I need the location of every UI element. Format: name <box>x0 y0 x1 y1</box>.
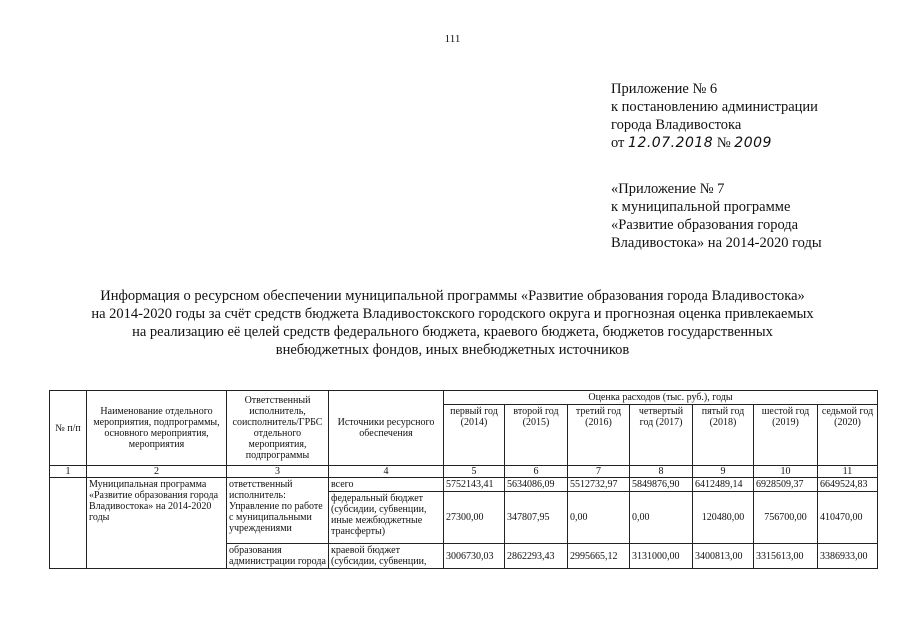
title-line1: Информация о ресурсном обеспечении муниципальной программы «Развитие образования города Владивостока» <box>100 288 805 304</box>
value-cell: 3386933,00 <box>818 544 878 569</box>
header-year: шестой год (2019) <box>754 405 818 466</box>
value-cell: 2995665,12 <box>568 544 630 569</box>
appendix-6-date-line <box>611 134 818 152</box>
column-number: 4 <box>329 466 444 478</box>
resource-table <box>49 390 878 569</box>
value-cell: 3006730,03 <box>444 544 505 569</box>
header-year: седьмой год (2020) <box>818 405 878 466</box>
appendix-7-line2: к муниципальной программе <box>611 199 791 215</box>
value-cell: 27300,00 <box>444 492 505 544</box>
column-number: 2 <box>87 466 227 478</box>
value-cell: 3131000,00 <box>630 544 693 569</box>
header-num: № п/п <box>50 391 87 466</box>
header-year: четвертый год (2017) <box>630 405 693 466</box>
header-year: второй год (2015) <box>505 405 568 466</box>
handwritten-number: 2009 <box>734 135 772 151</box>
source-cell: федеральный бюджет (субсидии, субвенции, иные межбюджетные трансферты) <box>329 492 444 544</box>
header-responsible: Ответственный исполнитель, соисполнитель/ГРБС отдельного мероприятия, подпрограммы <box>227 391 329 466</box>
value-cell: 0,00 <box>568 492 630 544</box>
column-number: 7 <box>568 466 630 478</box>
value-cell: 3400813,00 <box>693 544 754 569</box>
appendix-6-line3: города Владивостока <box>611 117 742 133</box>
page-number: 111 <box>444 33 461 45</box>
value-cell: 6649524,83 <box>818 478 878 492</box>
value-cell: 0,00 <box>630 492 693 544</box>
value-cell: 2862293,43 <box>505 544 568 569</box>
column-number: 9 <box>693 466 754 478</box>
program-name-cell: Муниципальная программа «Развитие образования города Владивостока» на 2014-2020 годы <box>87 478 227 569</box>
title-line2: на 2014-2020 годы за счёт средств бюджета Владивостокского городского округа и прогнозная оценка привлекаемых <box>91 306 814 322</box>
value-cell: 5849876,90 <box>630 478 693 492</box>
table-row <box>50 478 878 492</box>
column-number: 10 <box>754 466 818 478</box>
header-estimate: Оценка расходов (тыс. руб.), годы <box>444 391 878 405</box>
responsible-cell-part1: ответственный исполнитель: Управление по работе с муниципальными учреждениями <box>227 478 329 544</box>
header-sources: Источники ресурсного обеспечения <box>329 391 444 466</box>
header-year: пятый год (2018) <box>693 405 754 466</box>
value-cell: 6928509,37 <box>754 478 818 492</box>
handwritten-date: 12.07.2018 <box>628 135 714 151</box>
column-number: 1 <box>50 466 87 478</box>
value-cell: 5634086,09 <box>505 478 568 492</box>
date-prefix: от <box>611 135 625 151</box>
column-number: 5 <box>444 466 505 478</box>
column-number: 8 <box>630 466 693 478</box>
appendix-6-block <box>611 80 818 152</box>
column-number: 11 <box>818 466 878 478</box>
row-number-cell <box>50 478 87 569</box>
appendix-7-block <box>611 180 822 252</box>
header-row-1 <box>50 391 878 405</box>
number-prefix: № <box>716 135 731 151</box>
source-cell: всего <box>329 478 444 492</box>
value-cell: 5752143,41 <box>444 478 505 492</box>
value-cell: 120480,00 <box>693 492 754 544</box>
appendix-7-line3: «Развитие образования города <box>611 217 799 233</box>
appendix-7-line4: Владивостока» на 2014-2020 годы <box>611 235 822 251</box>
appendix-6-line1: Приложение № 6 <box>611 81 718 97</box>
document-title <box>60 287 845 359</box>
value-cell: 756700,00 <box>754 492 818 544</box>
title-line3: на реализацию её целей средств федерального бюджета, краевого бюджета, бюджетов государственных <box>132 324 773 340</box>
appendix-6-line2: к постановлению администрации <box>611 99 818 115</box>
header-year: третий год (2016) <box>568 405 630 466</box>
value-cell: 347807,95 <box>505 492 568 544</box>
column-number: 3 <box>227 466 329 478</box>
responsible-cell-part2: образования администрации города <box>227 544 329 569</box>
source-cell: краевой бюджет (субсидии, субвенции, <box>329 544 444 569</box>
title-line4: внебюджетных фондов, иных внебюджетных источников <box>275 342 630 358</box>
header-name: Наименование отдельного мероприятия, подпрограммы, основного мероприятия, мероприятия <box>87 391 227 466</box>
column-number: 6 <box>505 466 568 478</box>
header-year: первый год (2014) <box>444 405 505 466</box>
value-cell: 5512732,97 <box>568 478 630 492</box>
column-number-row <box>50 466 878 478</box>
value-cell: 410470,00 <box>818 492 878 544</box>
appendix-7-line1: «Приложение № 7 <box>611 181 725 197</box>
value-cell: 6412489,14 <box>693 478 754 492</box>
value-cell: 3315613,00 <box>754 544 818 569</box>
